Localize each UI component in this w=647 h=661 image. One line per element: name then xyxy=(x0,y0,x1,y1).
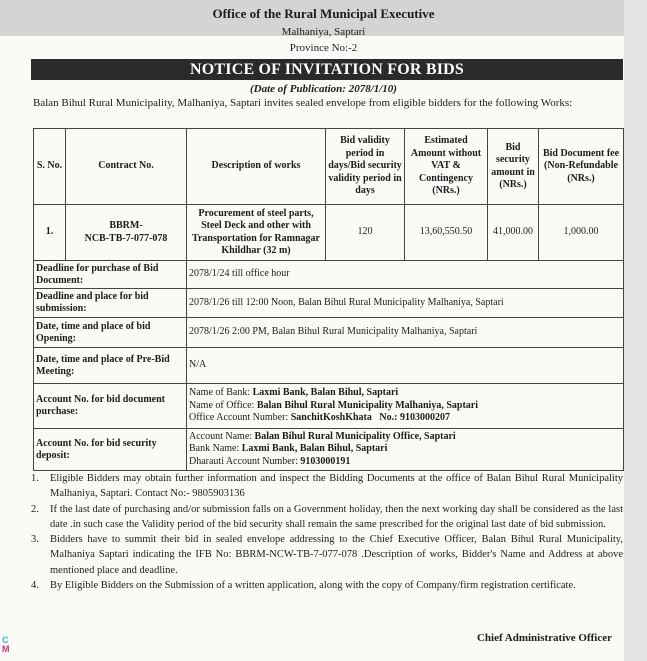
row-bid-security: 41,000.00 xyxy=(488,205,539,261)
header-doc-fee: Bid Document fee (Non-Refundable (NRs.) xyxy=(539,129,624,205)
office-prefix: Name of Office: xyxy=(189,399,257,411)
note-text: If the last date of purchasing and/or submission falls on a Government holiday, then the next working day shall be considered as the last date .in such case the Validity period of the bid security shall remain the same prescribed for the original last date of bid submission. xyxy=(50,503,623,530)
deadline-purchase-value: 2078/1/24 till office hour xyxy=(187,261,624,289)
security-account-number: 9103000191 xyxy=(300,455,351,467)
contract-line-1: BBRM- xyxy=(109,220,143,231)
deadline-submission-row xyxy=(34,289,624,318)
account-no-prefix: No.: xyxy=(379,412,400,424)
row-contract-no xyxy=(66,205,187,261)
security-bank-prefix: Bank Name: xyxy=(189,443,242,455)
row-doc-fee: 1,000.00 xyxy=(539,205,624,261)
security-bank-name: Laxmi Bank, Balan Bihul, Saptari xyxy=(241,443,388,455)
office-address: Malhaniya, Saptari xyxy=(281,26,366,38)
note-number: 3. xyxy=(31,534,39,546)
notice-banner: NOTICE OF INVITATION FOR BIDS xyxy=(31,59,623,80)
purchase-bank-line xyxy=(189,387,621,400)
security-account-name: Balan Bihul Rural Municipality Office, Saptari xyxy=(254,430,456,442)
deadline-purchase-label: Deadline for purchase of Bid Document: xyxy=(34,261,187,289)
notes-list xyxy=(31,471,623,593)
note-text: By Eligible Bidders on the Submission of a written application, along with the copy of Company/firm registration certificate. xyxy=(50,580,576,592)
publication-date: (Date of Publication: 2078/1/10) xyxy=(250,83,397,95)
security-name-prefix: Account Name: xyxy=(189,430,255,442)
prebid-label: Date, time and place of Pre-Bid Meeting: xyxy=(34,348,187,384)
row-sn: 1. xyxy=(34,205,66,261)
color-registration-marks xyxy=(2,636,10,654)
header-bid-validity: Bid validity period in days/Bid security validity period in days xyxy=(326,129,405,205)
purchase-account-label: Account No. for bid document purchase: xyxy=(34,384,187,429)
cyan-mark: C xyxy=(2,635,9,645)
row-estimated-amount: 13,60,550.50 xyxy=(405,205,488,261)
contract-line-2: NCB-TB-7-077-078 xyxy=(84,232,168,244)
deadline-purchase-row xyxy=(34,261,624,289)
list-item xyxy=(31,471,623,502)
security-bank-line xyxy=(189,443,621,456)
bank-name: Laxmi Bank, Balan Bihul, Saptari xyxy=(252,387,399,399)
security-account-label: Account No. for bid security deposit: xyxy=(34,429,187,471)
opening-label: Date, time and place of bid Opening: xyxy=(34,318,187,348)
table-row xyxy=(34,205,624,261)
prebid-value: N/A xyxy=(187,348,624,384)
header-estimated-amount: Estimated Amount without VAT & Contingency (NRs.) xyxy=(405,129,488,205)
bid-table xyxy=(33,128,624,471)
note-text: Bidders have to summit their bid in sealed envelope addressing to the Chief Executive Officer, Balan Bihul Rural Municipality, Malhaniya Saptari indicating the IFB No: BBRM-NCW-TB-7-077-078 .Description of works, Bidder's Name and Address at above mentioned place and deadline. xyxy=(50,534,623,576)
row-description: Procurement of steel parts, Steel Deck and other with Transportation for Ramnagar Khildhar (32 m) xyxy=(187,205,326,261)
row-bid-validity: 120 xyxy=(326,205,405,261)
intro-paragraph: Balan Bihul Rural Municipality, Malhaniya, Saptari invites sealed envelope from eligible bidders for the following Works: xyxy=(33,97,573,109)
opening-value: 2078/1/26 2:00 PM, Balan Bihul Rural Municipality Malhaniya, Saptari xyxy=(187,318,624,348)
purchase-office-line xyxy=(189,400,621,413)
deadline-submission-value: 2078/1/26 till 12:00 Noon, Balan Bihul Rural Municipality Malhaniya, Saptari xyxy=(187,289,624,318)
office-name: Balan Bihul Rural Municipality Malhaniya, Saptari xyxy=(256,399,478,411)
deadline-submission-label: Deadline and place for bid submission: xyxy=(34,289,187,318)
list-item xyxy=(31,578,623,593)
purchase-account-line xyxy=(189,412,621,425)
list-item xyxy=(31,502,623,533)
account-prefix: Office Account Number: xyxy=(189,412,291,424)
security-number-prefix: Dharauti Account Number: xyxy=(189,455,301,467)
header-contract-no: Contract No. xyxy=(66,129,187,205)
office-title: Office of the Rural Municipal Executive xyxy=(212,6,435,21)
province-line: Province No:-2 xyxy=(289,42,358,54)
prebid-row xyxy=(34,348,624,384)
security-account-row xyxy=(34,429,624,471)
list-item xyxy=(31,532,623,578)
opening-row xyxy=(34,318,624,348)
magenta-mark: M xyxy=(2,644,10,654)
security-number-line xyxy=(189,456,621,469)
header-bid-security: Bid security amount in (NRs.) xyxy=(488,129,539,205)
security-account-details xyxy=(187,429,624,471)
signature-title: Chief Administrative Officer xyxy=(476,632,612,644)
header-description: Description of works xyxy=(187,129,326,205)
purchase-account-row xyxy=(34,384,624,429)
note-text: Eligible Bidders may obtain further information and inspect the Bidding Documents at the office of Balan Bihul Rural Municipality Malhaniya, Saptari. Contact No:- 9805903136 xyxy=(50,473,623,500)
note-number: 2. xyxy=(31,503,39,515)
account-name: SanchitKoshKhata xyxy=(290,412,372,424)
purchase-account-details xyxy=(187,384,624,429)
note-number: 1. xyxy=(31,473,39,484)
table-header-row xyxy=(34,129,624,205)
security-name-line xyxy=(189,431,621,444)
note-number: 4. xyxy=(31,580,39,592)
account-number: 9103000207 xyxy=(399,412,450,424)
bank-prefix: Name of Bank: xyxy=(189,387,253,399)
header-sn: S. No. xyxy=(34,129,66,205)
